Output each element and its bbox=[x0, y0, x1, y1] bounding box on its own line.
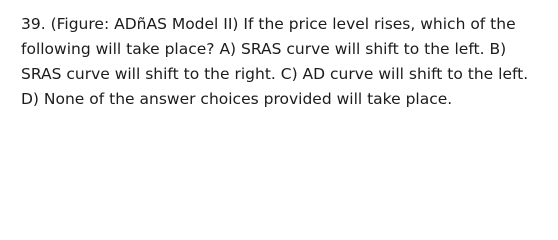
question-line-2: following will take place? A) SRAS curve will shift to the left. B) bbox=[21, 40, 507, 58]
question-line-4: D) None of the answer choices provided will take place. bbox=[21, 90, 453, 108]
question-text bbox=[21, 12, 551, 112]
question-line-1: 39. (Figure: ADñAS Model II) If the price level rises, which of the bbox=[21, 15, 516, 33]
question-line-3: SRAS curve will shift to the right. C) AD curve will shift to the left. bbox=[21, 65, 529, 83]
